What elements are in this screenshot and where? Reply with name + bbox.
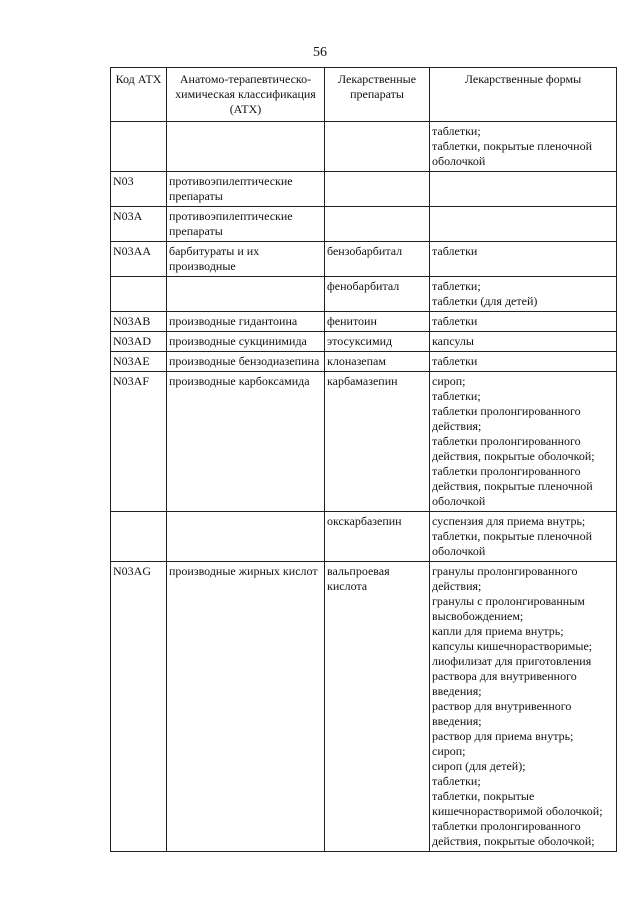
table-body [111, 122, 617, 852]
cell-forms [430, 277, 617, 312]
cell-code [111, 122, 167, 172]
dosage-form: таблетки; [432, 774, 481, 788]
dosage-form: капли для приема внутрь; [432, 624, 564, 638]
cell-drug: клоназепам [325, 352, 430, 372]
cell-drug: этосуксимид [325, 332, 430, 352]
header-drug: Лекарственные препараты [325, 68, 430, 122]
dosage-form: таблетки; [432, 124, 481, 138]
table-row [111, 312, 617, 332]
cell-code [111, 277, 167, 312]
cell-classification: производные гидантоина [167, 312, 325, 332]
table-row [111, 512, 617, 562]
cell-code: N03AG [111, 562, 167, 852]
cell-forms [430, 372, 617, 512]
table-row [111, 562, 617, 852]
table-header-row [111, 68, 617, 122]
cell-forms [430, 122, 617, 172]
header-code: Код АТХ [111, 68, 167, 122]
header-classification: Анатомо-терапевтическо-химическая классификация (АТХ) [167, 68, 325, 122]
cell-code: N03A [111, 207, 167, 242]
dosage-form: капсулы [432, 334, 474, 348]
dosage-form: таблетки, покрытые пленочной оболочкой [432, 529, 593, 558]
dosage-form: таблетки; [432, 389, 481, 403]
cell-forms [430, 207, 617, 242]
cell-code: N03AA [111, 242, 167, 277]
cell-code [111, 512, 167, 562]
cell-code: N03AD [111, 332, 167, 352]
dosage-form: суспензия для приема внутрь; [432, 514, 586, 528]
dosage-form: таблетки пролонгированного действия, покрытые оболочкой; [432, 434, 595, 463]
cell-code: N03 [111, 172, 167, 207]
dosage-form: таблетки, покрытые кишечнорастворимой оболочкой; [432, 789, 603, 818]
cell-code: N03AF [111, 372, 167, 512]
dosage-form: раствор для приема внутрь; [432, 729, 574, 743]
cell-drug: вальпроевая кислота [325, 562, 430, 852]
table-row [111, 352, 617, 372]
dosage-form: таблетки пролонгированного действия, покрытые оболочкой; [432, 819, 595, 848]
header-forms: Лекарственные формы [430, 68, 617, 122]
table-row [111, 332, 617, 352]
cell-drug [325, 207, 430, 242]
dosage-form: сироп; [432, 744, 466, 758]
cell-forms [430, 352, 617, 372]
cell-classification: производные карбоксамида [167, 372, 325, 512]
cell-forms [430, 242, 617, 277]
atx-table [110, 67, 617, 852]
dosage-form: гранулы с пролонгированным высвобождением; [432, 594, 585, 623]
cell-classification: производные сукцинимида [167, 332, 325, 352]
cell-classification [167, 512, 325, 562]
cell-classification [167, 122, 325, 172]
table-row [111, 122, 617, 172]
cell-code: N03AE [111, 352, 167, 372]
table-row [111, 277, 617, 312]
cell-code: N03AB [111, 312, 167, 332]
cell-drug: бензобарбитал [325, 242, 430, 277]
dosage-form: таблетки, покрытые пленочной оболочкой [432, 139, 593, 168]
table-row [111, 207, 617, 242]
dosage-form: таблетки пролонгированного действия; [432, 404, 581, 433]
dosage-form: сироп (для детей); [432, 759, 526, 773]
cell-drug: окскарбазепин [325, 512, 430, 562]
cell-forms [430, 332, 617, 352]
dosage-form: таблетки [432, 314, 478, 328]
dosage-form: таблетки пролонгированного действия, покрытые пленочной оболочкой [432, 464, 593, 508]
cell-classification: производные жирных кислот [167, 562, 325, 852]
cell-drug: карбамазепин [325, 372, 430, 512]
table-row [111, 372, 617, 512]
dosage-form: лиофилизат для приготовления раствора для внутривенного введения; [432, 654, 592, 698]
cell-drug [325, 172, 430, 207]
dosage-form: капсулы кишечнорастворимые; [432, 639, 593, 653]
cell-classification: производные бензодиазепина [167, 352, 325, 372]
dosage-form: сироп; [432, 374, 466, 388]
cell-forms [430, 312, 617, 332]
dosage-form: таблетки [432, 244, 478, 258]
cell-drug: фенитоин [325, 312, 430, 332]
cell-classification: барбитураты и их производные [167, 242, 325, 277]
cell-forms [430, 512, 617, 562]
cell-classification [167, 277, 325, 312]
cell-classification: противоэпилептические препараты [167, 207, 325, 242]
cell-forms [430, 172, 617, 207]
cell-classification: противоэпилептические препараты [167, 172, 325, 207]
dosage-form: таблетки (для детей) [432, 294, 538, 308]
dosage-form: таблетки; [432, 279, 481, 293]
dosage-form: раствор для внутривенного введения; [432, 699, 572, 728]
table-row [111, 172, 617, 207]
table-row [111, 242, 617, 277]
cell-drug [325, 122, 430, 172]
cell-drug: фенобарбитал [325, 277, 430, 312]
dosage-form: таблетки [432, 354, 478, 368]
page-number: 56 [313, 45, 327, 60]
dosage-form: гранулы пролонгированного действия; [432, 564, 578, 593]
cell-forms [430, 562, 617, 852]
